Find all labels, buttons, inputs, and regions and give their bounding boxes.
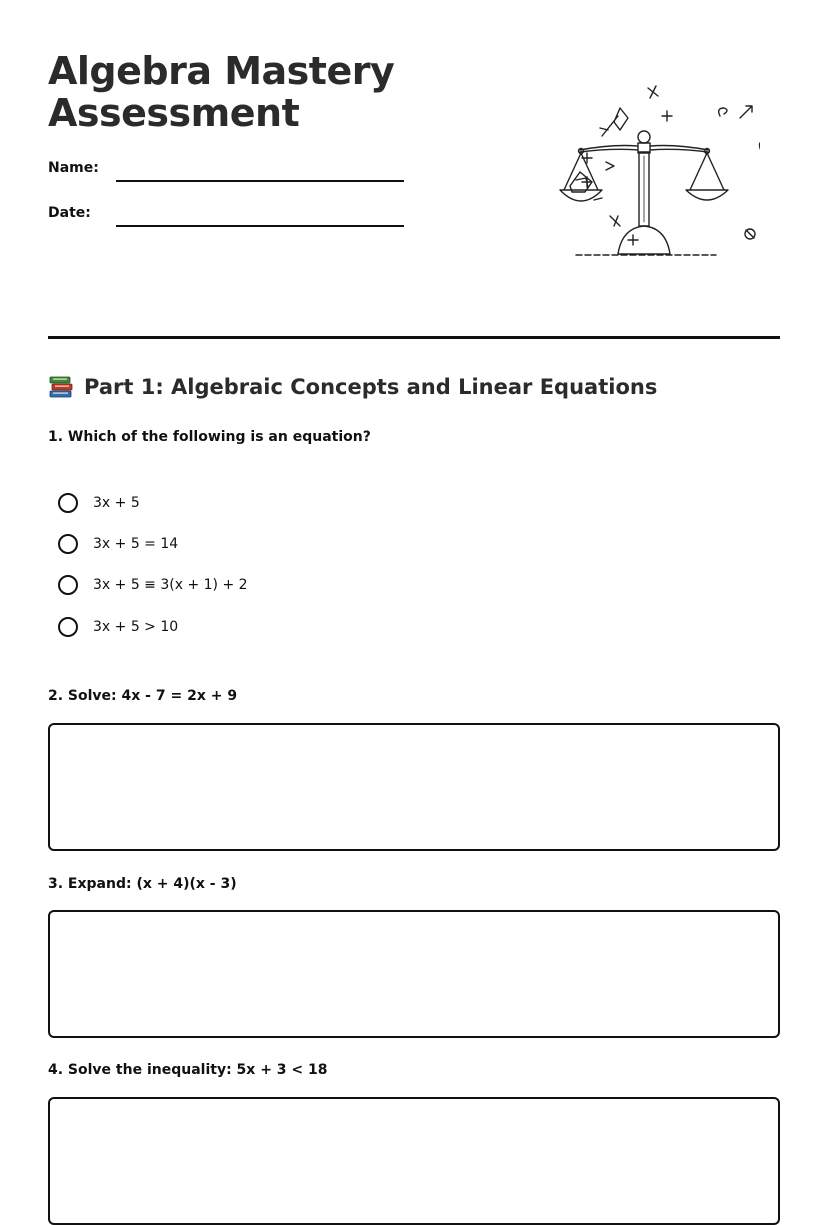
question-1-option-c[interactable] xyxy=(58,572,248,598)
radio-button[interactable] xyxy=(58,617,78,637)
page-title xyxy=(48,50,508,134)
title-line-1: Algebra Mastery xyxy=(48,49,395,93)
option-text: 3x + 5 xyxy=(93,495,140,511)
date-input[interactable] xyxy=(116,203,404,225)
option-text: 3x + 5 ≡ 3(x + 1) + 2 xyxy=(93,577,248,593)
balance-scale-icon xyxy=(530,78,760,268)
question-3-answer-box[interactable] xyxy=(48,910,780,1038)
question-4-answer-box[interactable] xyxy=(48,1097,780,1225)
name-field xyxy=(48,160,404,190)
section-heading-text: Part 1: Algebraic Concepts and Linear Equations xyxy=(84,375,658,399)
option-text: 3x + 5 = 14 xyxy=(93,536,179,552)
date-label: Date: xyxy=(48,205,91,221)
radio-button[interactable] xyxy=(58,575,78,595)
date-field xyxy=(48,205,404,235)
section-heading xyxy=(48,374,657,400)
books-icon xyxy=(48,374,74,400)
question-1-option-b[interactable] xyxy=(58,531,178,557)
question-1-option-a[interactable] xyxy=(58,490,140,516)
radio-button[interactable] xyxy=(58,534,78,554)
question-3-prompt: 3. Expand: (x + 4)(x - 3) xyxy=(48,876,237,892)
name-underline xyxy=(116,180,404,182)
question-2-answer-box[interactable] xyxy=(48,723,780,851)
title-line-2: Assessment xyxy=(48,91,300,135)
option-text: 3x + 5 > 10 xyxy=(93,619,179,635)
name-input[interactable] xyxy=(116,158,404,180)
date-underline xyxy=(116,225,404,227)
worksheet-page xyxy=(48,0,780,1118)
header-divider xyxy=(48,336,780,339)
question-1-prompt: 1. Which of the following is an equation? xyxy=(48,429,371,445)
name-label: Name: xyxy=(48,160,99,176)
question-1-option-d[interactable] xyxy=(58,614,178,640)
question-4-prompt: 4. Solve the inequality: 5x + 3 < 18 xyxy=(48,1062,328,1078)
radio-button[interactable] xyxy=(58,493,78,513)
question-2-prompt: 2. Solve: 4x - 7 = 2x + 9 xyxy=(48,688,238,704)
